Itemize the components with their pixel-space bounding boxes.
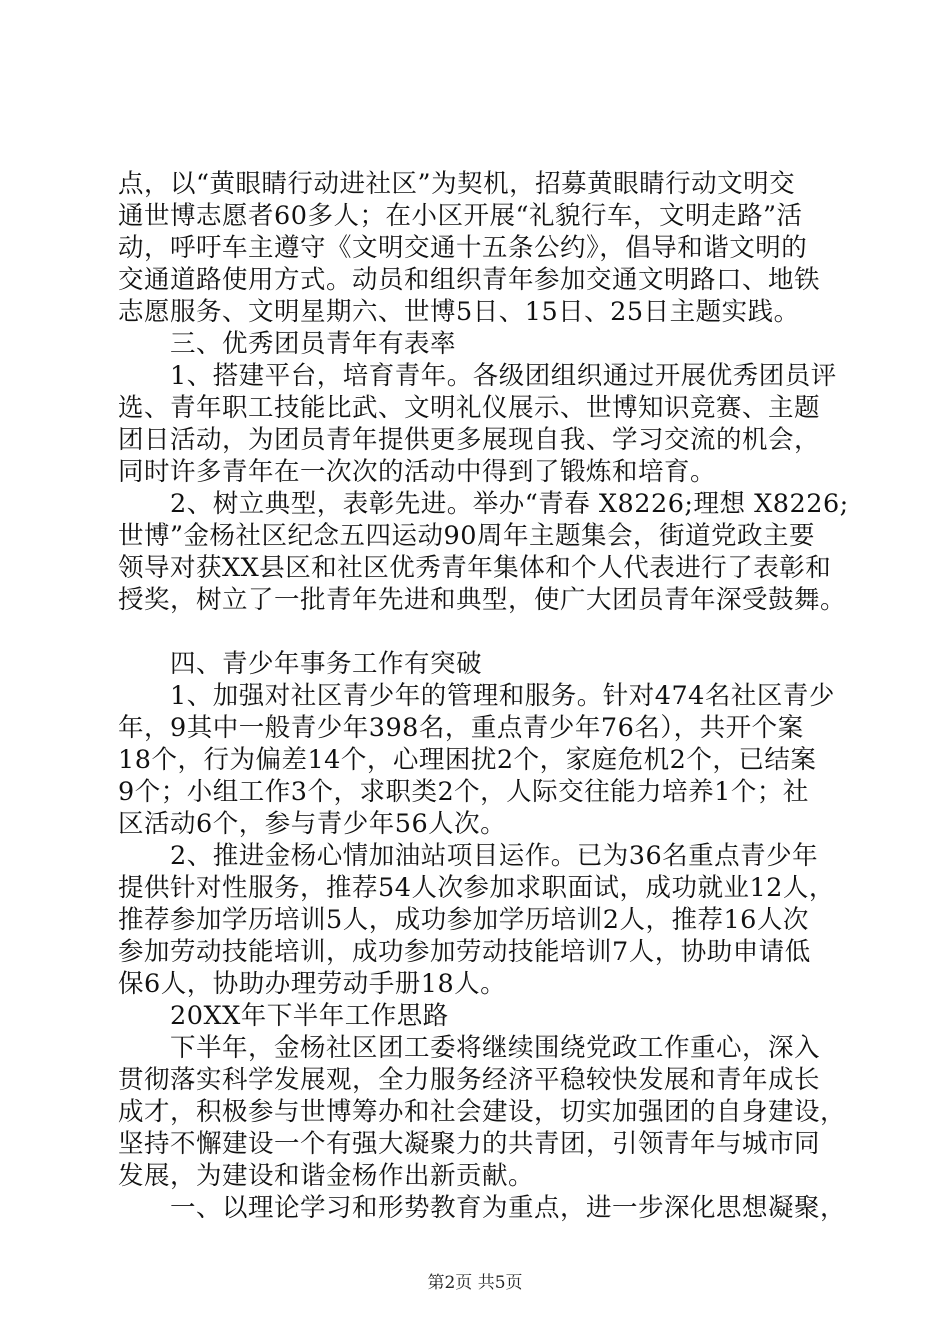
- document-body: [118, 168, 858, 1224]
- text-line: 团日活动，为团员青年提供更多展现自我、学习交流的机会，: [118, 425, 821, 455]
- text-line: 推荐参加学历培训5人，成功参加学历培训2人，推荐16人次: [118, 905, 809, 935]
- text-line: 参加劳动技能培训，成功参加劳动技能培训7人，协助申请低: [118, 937, 811, 967]
- text-line: 年，9其中一般青少年398名，重点青少年76名），共开个案: [118, 713, 804, 743]
- text-line: 提供针对性服务，推荐54人次参加求职面试，成功就业12人，: [118, 873, 835, 903]
- text-line: 世博”金杨社区纪念五四运动90周年主题集会，街道党政主要: [118, 521, 815, 551]
- text-line: 动，呼吁车主遵守《文明交通十五条公约》，倡导和谐文明的: [118, 233, 808, 263]
- text-line: 1、加强对社区青少年的管理和服务。针对474名社区青少: [118, 681, 835, 711]
- text-line: 点，以“黄眼睛行动进社区”为契机，招募黄眼睛行动文明交: [118, 169, 796, 199]
- text-line: 选、青年职工技能比武、文明礼仪展示、世博知识竞赛、主题: [118, 393, 821, 423]
- text-line: 志愿服务、文明星期六、世博5日、15日、25日主题实践。: [118, 297, 800, 327]
- text-line: 贯彻落实科学发展观，全力服务经济平稳较快发展和青年成长: [118, 1065, 821, 1095]
- text-line: 同时许多青年在一次次的活动中得到了锻炼和培育。: [118, 457, 717, 487]
- text-line: 保6人，协助办理劳动手册18人。: [118, 969, 507, 999]
- text-line: 区活动6个，参与青少年56人次。: [118, 809, 507, 839]
- text-line: 通世博志愿者60多人；在小区开展“礼貌行车，文明走路”活: [118, 201, 803, 231]
- text-line: 发展，为建设和谐金杨作出新贡献。: [118, 1161, 535, 1191]
- text-line: 成才，积极参与世博筹办和社会建设，切实加强团的自身建设，: [118, 1097, 847, 1127]
- text-line: 1、搭建平台，培育青年。各级团组织通过开展优秀团员评: [118, 361, 837, 391]
- text-line: 2、推进金杨心情加油站项目运作。已为36名重点青少年: [118, 841, 819, 871]
- text-line: 2、树立典型，表彰先进。举办“青春 X8226;理想 X8226;: [118, 489, 849, 519]
- text-line: 20XX年下半年工作思路: [118, 1001, 449, 1031]
- page-footer: 第2页 共5页: [427, 1273, 523, 1293]
- text-line: 四、青少年事务工作有突破: [118, 649, 483, 679]
- text-line: 一、以理论学习和形势教育为重点，进一步深化思想凝聚，: [118, 1193, 847, 1223]
- text-line: 下半年，金杨社区团工委将继续围绕党政工作重心，深入: [118, 1033, 821, 1063]
- text-line: 18个，行为偏差14个，心理困扰2个，家庭危机2个，已结案: [118, 745, 817, 775]
- text-line: 三、优秀团员青年有表率: [118, 329, 457, 359]
- blank-line: [118, 616, 858, 648]
- text-line: 授奖，树立了一批青年先进和典型，使广大团员青年深受鼓舞。: [118, 585, 847, 615]
- text-line: 坚持不懈建设一个有强大凝聚力的共青团，引领青年与城市同: [118, 1129, 821, 1159]
- text-line: 9个；小组工作3个，求职类2个，人际交往能力培养1个；社: [118, 777, 809, 807]
- text-line: 交通道路使用方式。动员和组织青年参加交通文明路口、地铁: [118, 265, 821, 295]
- text-line: 领导对获XX县区和社区优秀青年集体和个人代表进行了表彰和: [118, 553, 832, 583]
